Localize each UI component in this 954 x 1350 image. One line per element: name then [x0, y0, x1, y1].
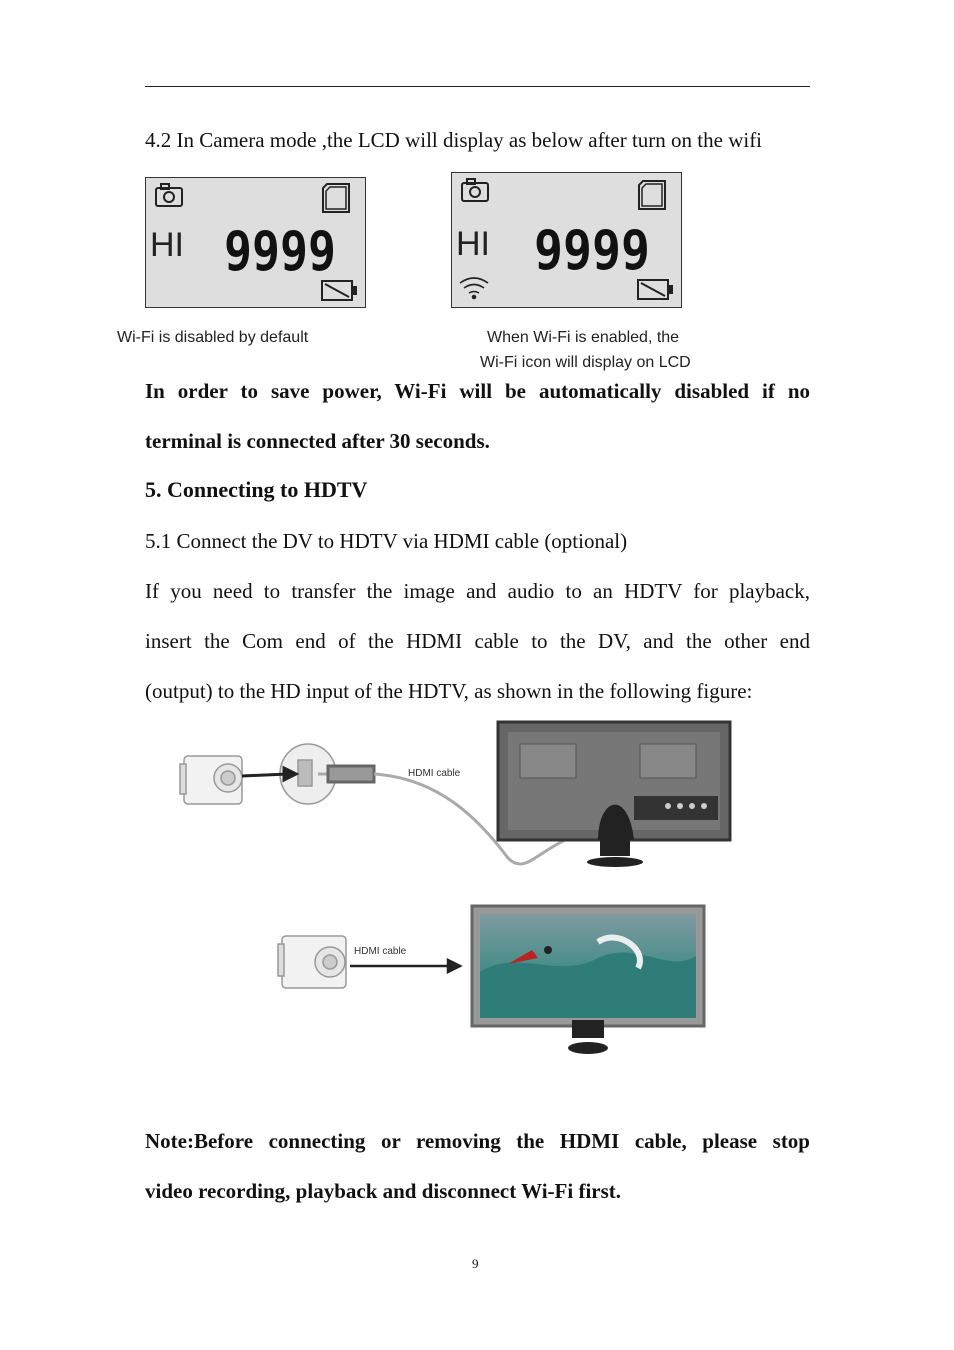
camera-icon [156, 184, 182, 206]
lcd-count-text: 9999 [224, 220, 336, 283]
hdmi-note-line2: video recording, playback and disconnect Wi-Fi first. [145, 1179, 622, 1203]
lcd-count-text: 9999 [534, 219, 650, 282]
battery-icon [322, 281, 356, 300]
power-note-line2: terminal is connected after 30 seconds. [145, 429, 490, 453]
sd-card-icon [323, 184, 349, 212]
hdmi-cable-label-top: HDMI cable [408, 768, 461, 779]
power-note-line1: In order to save power, Wi-Fi will be automatically disabled if no [145, 379, 810, 403]
hdmi-note-line1: Note:Before connecting or removing the HDMI cable, please stop [145, 1129, 810, 1153]
lcd-mode-text: HI [150, 226, 184, 264]
caption-wifi-enabled-line1: When Wi-Fi is enabled, the [487, 329, 680, 346]
hdtv-para-line2: insert the Com end of the HDMI cable to the DV, and the other end [145, 629, 810, 653]
wifi-icon [460, 278, 488, 299]
camera-icon [462, 179, 488, 201]
hdmi-cable-label-bottom: HDMI cable [354, 946, 407, 957]
caption-wifi-enabled-line2: Wi-Fi icon will display on LCD [480, 354, 691, 371]
lcd-mode-text: HI [456, 225, 490, 263]
section-5-1-subheading: 5.1 Connect the DV to HDTV via HDMI cable (optional) [145, 529, 628, 553]
tv-back-illustration [498, 722, 730, 867]
sd-card-icon [639, 181, 665, 209]
tv-front-illustration [472, 906, 704, 1054]
arrow-icon [350, 960, 460, 972]
hdtv-para-line1: If you need to transfer the image and audio to an HDTV for playback, [145, 579, 810, 603]
lcd-wifi-enabled [451, 172, 682, 308]
section-4-2-intro: 4.2 In Camera mode ,the LCD will display as below after turn on the wifi [145, 128, 763, 152]
hdmi-connection-figure [178, 718, 774, 1064]
camera-illustration-top [180, 756, 242, 804]
camera-illustration-bottom [278, 936, 346, 988]
section-5-heading: 5. Connecting to HDTV [145, 477, 368, 502]
caption-wifi-disabled: Wi-Fi is disabled by default [117, 329, 309, 346]
arrow-icon [242, 768, 296, 780]
lcd-wifi-disabled [145, 177, 366, 308]
header-rule [145, 86, 810, 87]
page-number: 9 [472, 1256, 479, 1271]
battery-icon [638, 280, 672, 299]
hdtv-para-line3: (output) to the HD input of the HDTV, as shown in the following figure: [145, 679, 753, 703]
